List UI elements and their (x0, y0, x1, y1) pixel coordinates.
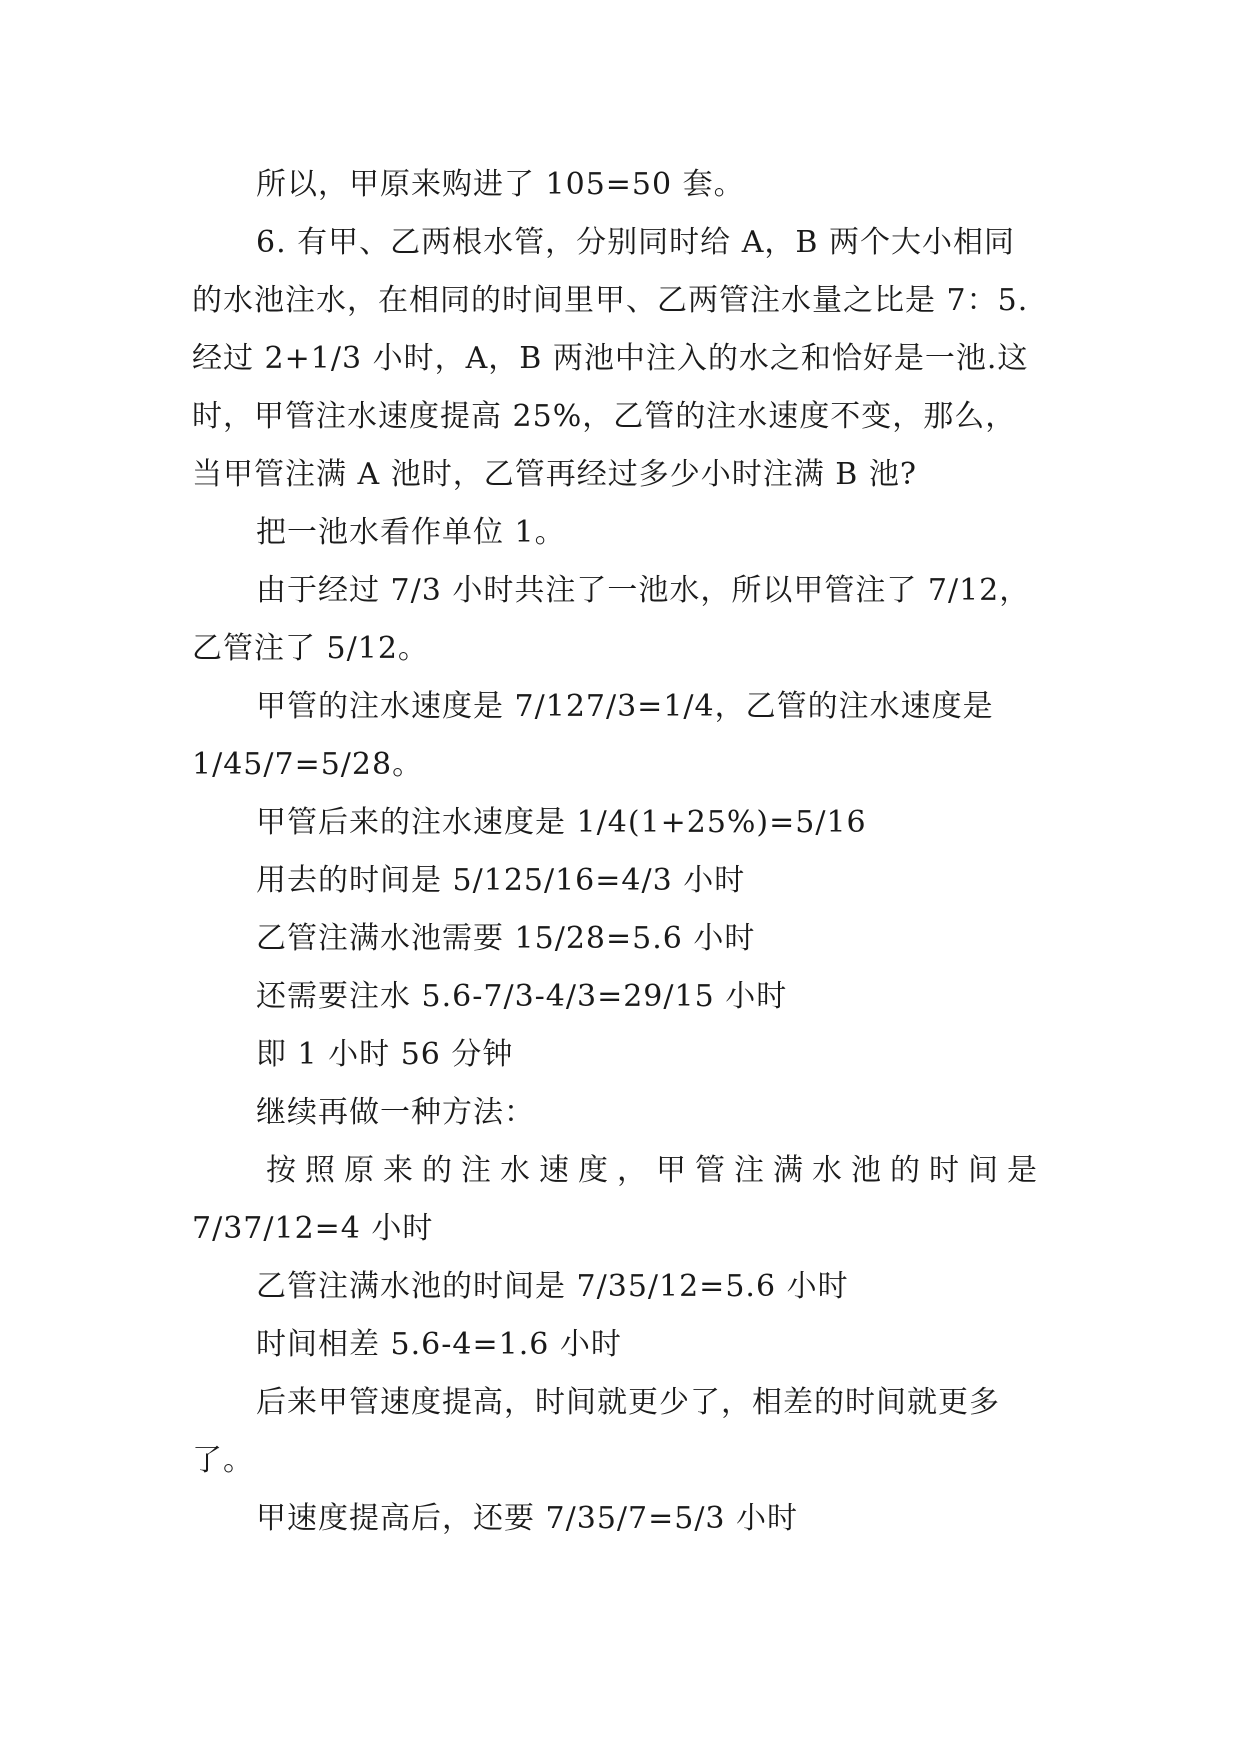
text-line: 甲管的注水速度是 7/127/3=1/4，乙管的注水速度是 (256, 689, 994, 724)
text-line: 时，甲管注水速度提高 25%，乙管的注水速度不变，那么， (192, 399, 1017, 434)
text-line: 当甲管注满 A 池时，乙管再经过多少小时注满 B 池? (192, 457, 917, 492)
text-line: 后来甲管速度提高，时间就更少了，相差的时间就更多 (256, 1385, 1000, 1420)
text-line: 乙管注了 5/12。 (192, 631, 429, 666)
text-line: 乙管注满水池需要 15/28=5.6 小时 (256, 921, 756, 956)
text-line: 由于经过 7/3 小时共注了一池水，所以甲管注了 7/12， (256, 573, 1031, 608)
text-line: 即 1 小时 56 分钟 (256, 1037, 514, 1072)
text-line: 时间相差 5.6-4=1.6 小时 (256, 1327, 622, 1362)
text-line: 把一池水看作单位 1。 (256, 515, 566, 550)
text-line: 用去的时间是 5/125/16=4/3 小时 (256, 863, 746, 898)
text-line: 所以，甲原来购进了 105=50 套。 (256, 167, 745, 202)
problem-6-line: 6. 有甲、乙两根水管，分别同时给 A，B 两个大小相同 (256, 225, 1015, 260)
text-line: 继续再做一种方法： (256, 1095, 535, 1130)
text-line: 了。 (192, 1443, 254, 1478)
text-line: 按照原来的注水速度，甲管注满水池的时间是 (266, 1153, 1046, 1188)
text-line: 还需要注水 5.6-7/3-4/3=29/15 小时 (256, 979, 788, 1014)
text-line: 乙管注满水池的时间是 7/35/12=5.6 小时 (256, 1269, 849, 1304)
text-line: 甲管后来的注水速度是 1/4(1+25%)=5/16 (256, 805, 867, 840)
text-line: 经过 2+1/3 小时，A，B 两池中注入的水之和恰好是一池.这 (192, 341, 1029, 376)
text-line: 1/45/7=5/28。 (192, 747, 424, 782)
text-line: 的水池注水，在相同的时间里甲、乙两管注水量之比是 7：5. (192, 283, 1029, 318)
text-line: 甲速度提高后，还要 7/35/7=5/3 小时 (256, 1501, 799, 1536)
text-line: 7/37/12=4 小时 (192, 1211, 434, 1246)
